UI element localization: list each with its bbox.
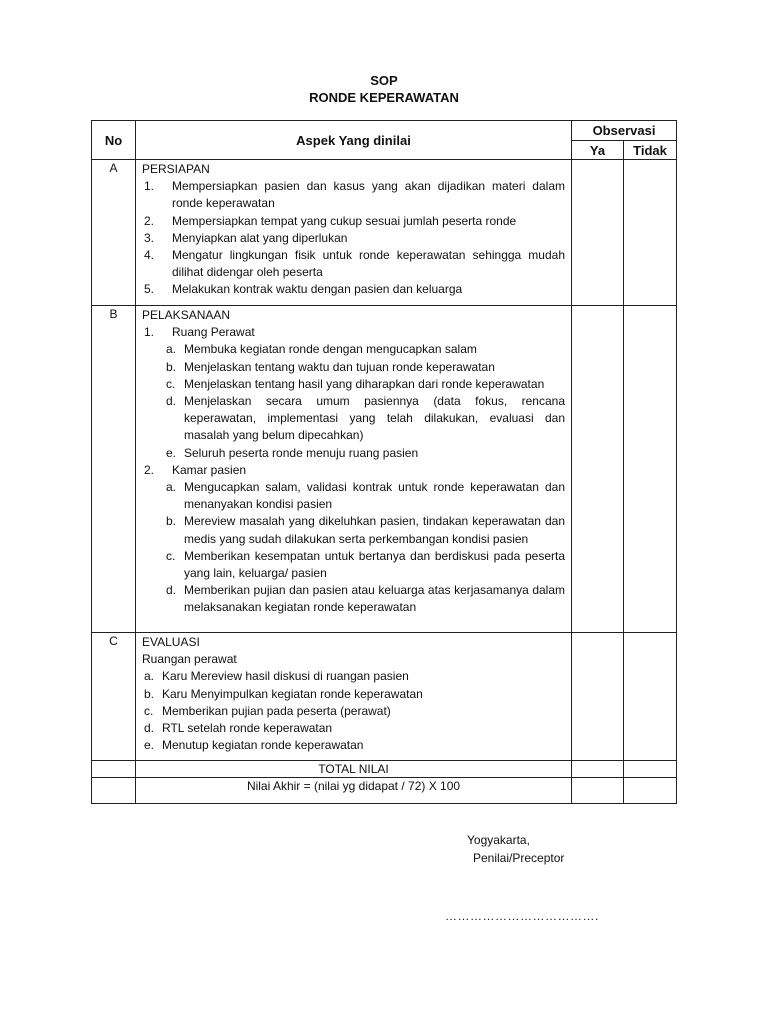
section-content (136, 633, 572, 761)
section-heading: PERSIAPAN (142, 162, 210, 176)
nilai-tidak-cell[interactable] (624, 778, 677, 804)
header-ya: Ya (572, 141, 624, 160)
list-item: c. Memberikan pujian pada peserta (perawat) (144, 703, 391, 718)
section-row-persiapan (92, 160, 677, 306)
section-no: A (92, 160, 136, 306)
sub-list (142, 341, 565, 461)
checkbox-tidak[interactable] (624, 633, 677, 761)
nilai-akhir-row (92, 778, 677, 804)
signature-role: Penilai/Preceptor (473, 851, 565, 865)
list-item: 3. Menyiapkan alat yang diperlukan (144, 230, 348, 245)
total-row (92, 761, 677, 778)
sub-list (142, 479, 565, 617)
checkbox-ya[interactable] (572, 306, 624, 633)
total-label: TOTAL NILAI (136, 761, 572, 778)
nilai-akhir-formula: Nilai Akhir = (nilai yg didapat / 72) X 100 (136, 778, 572, 804)
sub-item: b. Mereview masalah yang dikeluhkan pasien, tindakan keperawatan dan medis yang sudah dilakukan serta perkembangan kondisi pasien (166, 514, 565, 546)
item-list (142, 178, 565, 298)
sub-item: a. Membuka kegiatan ronde dengan mengucapkan salam (166, 342, 477, 357)
list-item: a. Karu Mereview hasil diskusi di ruangan pasien (144, 669, 409, 684)
checkbox-tidak[interactable] (624, 306, 677, 633)
section-subheading: Ruangan perawat (142, 652, 237, 667)
section-heading: PELAKSANAAN (142, 308, 231, 322)
sub-item: a. Mengucapkan salam, validasi kontrak untuk ronde keperawatan dan menanyakan kondisi pasien (166, 480, 565, 512)
header-no: No (92, 121, 136, 160)
header-observasi: Observasi (572, 121, 677, 141)
section-row-evaluasi (92, 633, 677, 761)
signature-line[interactable]: ………………………………. (445, 909, 599, 923)
list-item: d. RTL setelah ronde keperawatan (144, 721, 333, 736)
checkbox-ya[interactable] (572, 160, 624, 306)
document-subtitle: RONDE KEPERAWATAN (309, 90, 459, 105)
signature-place: Yogyakarta, (467, 833, 530, 847)
checkbox-ya[interactable] (572, 633, 624, 761)
section-content (136, 306, 572, 633)
total-tidak-cell[interactable] (624, 761, 677, 778)
list-item: 1. Mempersiapkan pasien dan kasus yang akan dijadikan materi dalam ronde keperawatan (144, 179, 565, 211)
list-item: 5. Melakukan kontrak waktu dengan pasien dan keluarga (144, 282, 463, 297)
list-item: 2. Kamar pasien a. Mengucapkan salam, validasi kontrak untuk ronde keperawatan dan menanyakan kondisi pasien b. Mereview masalah yang dikeluhkan pasien, tindakan keperawatan dan medis yang sudah dilakukan serta perkembangan kondisi pasien c. Memberikan kesempatan untuk bertanya dan berdiskusi pada peserta yang lain, keluarga/ pasien d. Memberikan pujian dan pasien atau keluarga atas kerjasamanya dalam melaksanakan kegiatan ronde keperawatan (142, 462, 565, 617)
section-heading: EVALUASI (142, 635, 200, 649)
sub-item: d. Menjelaskan secara umum pasiennya (data fokus, rencana keperawatan, implementasi yang telah dilakukan, evaluasi dan masalah yang belum dipecahkan) (166, 394, 565, 443)
nilai-ya-cell[interactable] (572, 778, 624, 804)
header-tidak: Tidak (624, 141, 677, 160)
section-content (136, 160, 572, 306)
section-no: B (92, 306, 136, 633)
sub-item: e. Seluruh peserta ronde menuju ruang pasien (166, 445, 419, 460)
sub-item: c. Memberikan kesempatan untuk bertanya dan berdiskusi pada peserta yang lain, keluarga/ pasien (166, 548, 565, 581)
sub-item: b. Menjelaskan tentang waktu dan tujuan ronde keperawatan (166, 359, 495, 374)
header-aspek: Aspek Yang dinilai (136, 121, 572, 160)
item-list (142, 668, 565, 754)
list-item: 4. Mengatur lingkungan fisik untuk ronde keperawatan sehingga mudah dilihat didengar oleh peserta (144, 248, 565, 280)
list-item: e. Menutup kegiatan ronde keperawatan (144, 738, 364, 753)
list-item: b. Karu Menyimpulkan kegiatan ronde keperawatan (144, 686, 423, 701)
total-ya-cell[interactable] (572, 761, 624, 778)
section-row-pelaksanaan (92, 306, 677, 633)
document-title: SOP (370, 73, 398, 88)
section-no: C (92, 633, 136, 761)
assessment-table (91, 120, 677, 804)
checkbox-tidak[interactable] (624, 160, 677, 306)
sub-item: c. Menjelaskan tentang hasil yang diharapkan dari ronde keperawatan (166, 376, 545, 391)
group-list (142, 324, 565, 616)
list-item: 2. Mempersiapkan tempat yang cukup sesuai jumlah peserta ronde (144, 213, 517, 228)
sub-item: d. Memberikan pujian dan pasien atau keluarga atas kerjasamanya dalam melaksanakan kegiatan ronde keperawatan (166, 583, 565, 615)
list-item: 1. Ruang Perawat a. Membuka kegiatan ronde dengan mengucapkan salam b. Menjelaskan tentang waktu dan tujuan ronde keperawatan c. Menjelaskan tentang hasil yang diharapkan dari ronde keperawatan d. Menjelaskan secara umum pasiennya (data fokus, rencana keperawatan, implementasi yang telah dilakukan, evaluasi dan masalah yang belum dipecahkan) e. Seluruh peserta ronde menuju ruang pasien (142, 324, 565, 462)
